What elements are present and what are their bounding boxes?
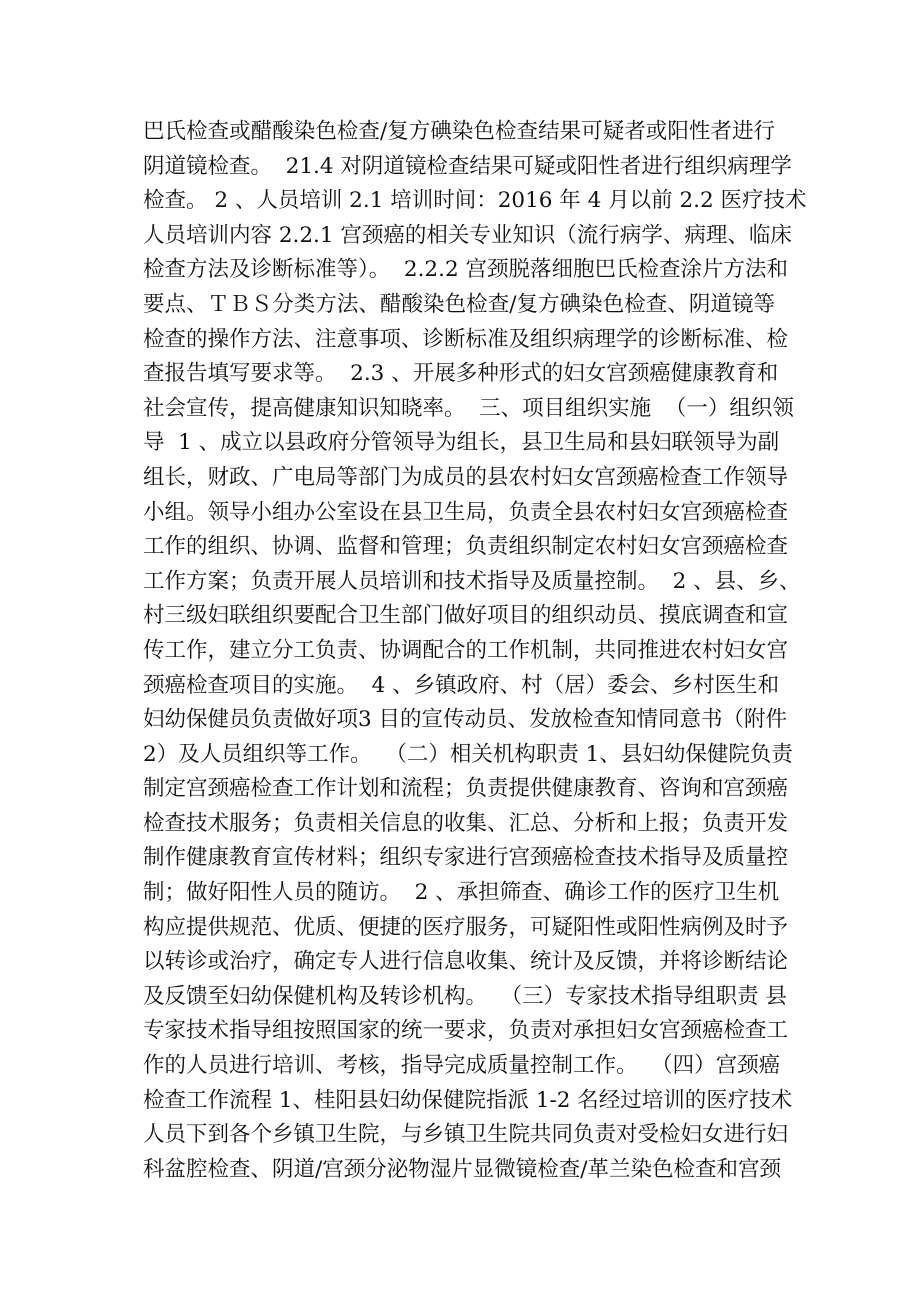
text-line-15: 村三级妇联组织要配合卫生部门做好项目的组织动员、摸底调查和宣 [143, 603, 789, 629]
text-line-3: 检查。 2 、人员培训 2.1 培训时间：2016 年 4 月以前 2.2 医疗技术 [143, 188, 807, 214]
text-line-31: 科盆腔检查、阴道/宫颈分泌物湿片显微镜检查/革兰染色检查和宫颈 [143, 1156, 781, 1182]
text-line-10: 导 1 、成立以县政府分管领导为组长，县卫生局和县妇联领导为副 [143, 430, 780, 456]
text-line-17: 颈癌检查项目的实施。 4 、乡镇政府、村（居）委会、乡村医生和 [143, 672, 780, 698]
text-line-22: 制作健康教育宣传材料；组织专家进行宫颈癌检查技术指导及质量控 [143, 845, 789, 871]
text-line-8: 查报告填写要求等。 2.3 、开展多种形式的妇女宫颈癌健康教育和 [143, 361, 779, 387]
text-line-4: 人员培训内容 2.2.1 宫颈癌的相关专业知识（流行病学、病理、临床 [143, 222, 792, 248]
text-line-9: 社会宣传，提高健康知识知晓率。 三、项目组织实施 （一）组织领 [143, 395, 794, 421]
text-line-1: 巴氏检查或醋酸染色检查/复方碘染色检查结果可疑者或阳性者进行 [143, 119, 775, 144]
text-line-14: 工作方案；负责开展人员培训和技术指导及质量控制。 2 、县、乡、 [143, 568, 801, 594]
text-line-20: 制定宫颈癌检查工作计划和流程；负责提供健康教育、咨询和宫颈癌 [143, 776, 789, 802]
text-line-26: 及反馈至妇幼保健机构及转诊机构。 （三）专家技术指导组职责 县 [143, 983, 788, 1009]
text-line-21: 检查技术服务；负责相关信息的收集、汇总、分析和上报；负责开发 [143, 810, 789, 836]
text-line-12: 小组。领导小组办公室设在县卫生局，负责全县农村妇女宫颈癌检查 [143, 499, 789, 525]
text-line-29: 检查工作流程 1、桂阳县妇幼保健院指派 1-2 名经过培训的医疗技术 [143, 1087, 793, 1113]
text-line-5: 检查方法及诊断标准等）。 2.2.2 宫颈脱落细胞巴氏检查涂片方法和 [143, 257, 788, 283]
text-line-18: 妇幼保健员负责做好项3 目的宣传动员、发放检查知情同意书（附件 [143, 707, 788, 733]
text-line-23: 制；做好阳性人员的随访。 2 、承担筛查、确诊工作的医疗卫生机 [143, 880, 780, 906]
text-line-7: 检查的操作方法、注意事项、诊断标准及组织病理学的诊断标准、检 [143, 326, 789, 352]
document-page [143, 115, 807, 1187]
text-line-2: 阴道镜检查。 21.4 对阴道镜检查结果可疑或阳性者进行组织病理学 [143, 153, 792, 179]
text-line-28: 作的人员进行培训、考核，指导完成质量控制工作。 （四）宫颈癌 [143, 1053, 781, 1079]
text-line-19: 2）及人员组织等工作。 （二）相关机构职责 1、县妇幼保健院负责 [143, 741, 793, 767]
text-line-11: 组长，财政、广电局等部门为成员的县农村妇女宫颈癌检查工作领导 [143, 464, 789, 490]
text-line-24: 构应提供规范、优质、便捷的医疗服务，可疑阳性或阳性病例及时予 [143, 914, 789, 940]
text-line-13: 工作的组织、协调、监督和管理；负责组织制定农村妇女宫颈癌检查 [143, 534, 789, 560]
text-line-27: 专家技术指导组按照国家的统一要求，负责对承担妇女宫颈癌检查工 [143, 1018, 789, 1044]
text-line-30: 人员下到各个乡镇卫生院，与乡镇卫生院共同负责对受检妇女进行妇 [143, 1122, 789, 1148]
text-line-25: 以转诊或治疗，确定专人进行信息收集、统计及反馈，并将诊断结论 [143, 949, 789, 975]
text-line-16: 传工作，建立分工负责、协调配合的工作机制，共同推进农村妇女宫 [143, 637, 789, 663]
text-line-6: 要点、ＴＢＳ分类方法、醋酸染色检查/复方碘染色检查、阴道镜等 [143, 291, 775, 317]
